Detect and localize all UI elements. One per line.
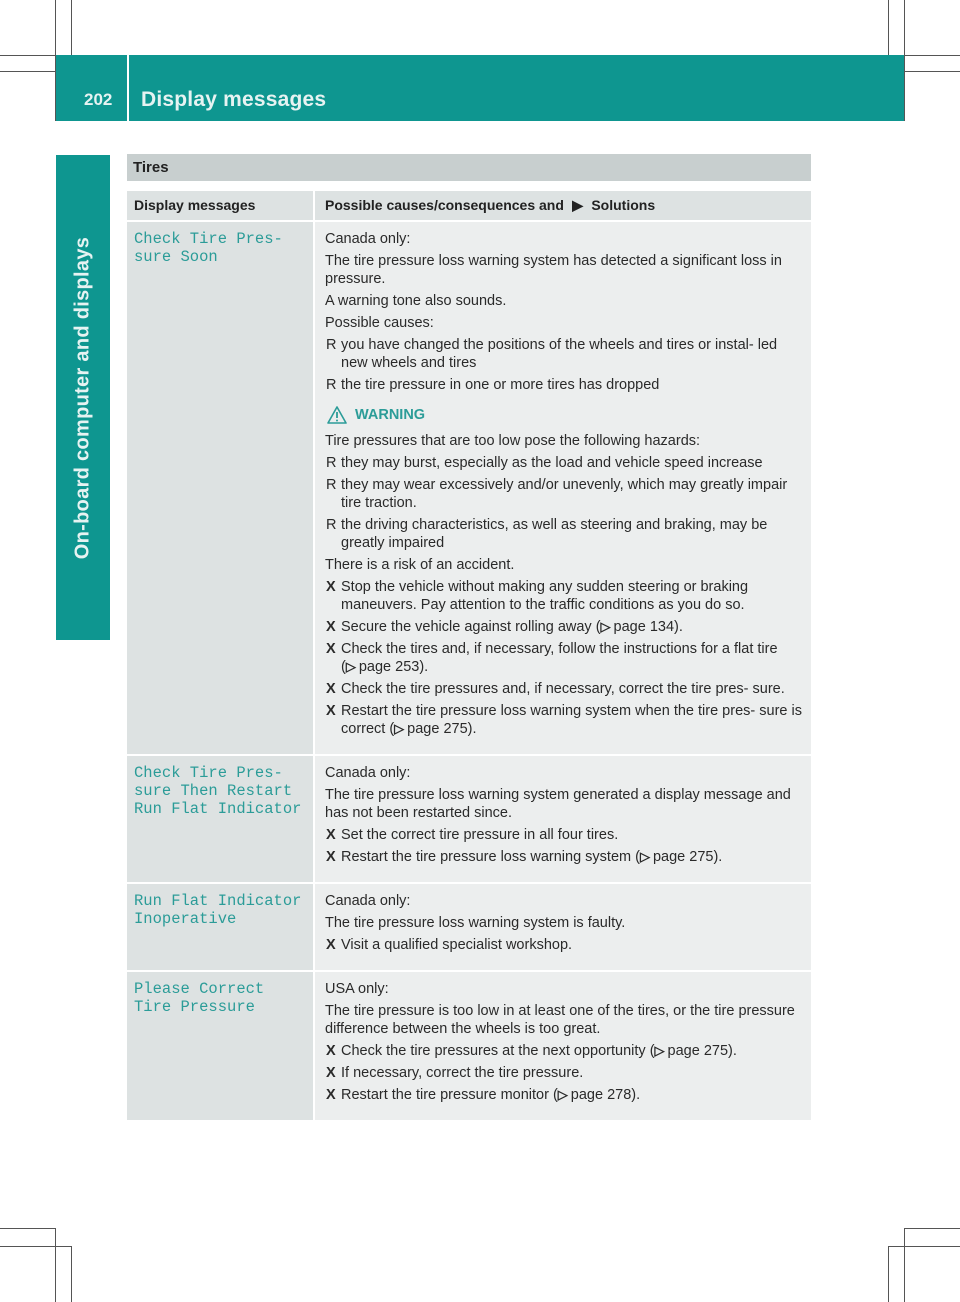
crop-mark (904, 55, 960, 56)
page-reference-icon: ▷ (345, 659, 356, 674)
page-number: 202 (84, 90, 113, 109)
item-text-body: Visit a qualified specialist workshop. (341, 937, 573, 953)
paragraph: The tire pressure is too low in at least one of the tires, or the tire pressure difference between the wheels is too great. (325, 1003, 795, 1037)
section-bar (127, 154, 811, 181)
item-text (341, 618, 804, 636)
column-header-causes (313, 191, 811, 220)
message-cell (127, 756, 313, 882)
step-arrow-icon: X (326, 579, 336, 595)
item-text-body: Stop the vehicle without making any sudden steering or braking maneuvers. Pay attention to the traffic conditions as you do so. (341, 579, 749, 613)
display-message-text: Please Correct Tire Pressure (134, 980, 265, 1016)
instruction-step (325, 1086, 804, 1104)
column-header-messages (127, 191, 313, 220)
instruction-step (325, 578, 804, 614)
chapter-label: On-board computer and displays (71, 236, 94, 560)
crop-mark (904, 1228, 960, 1229)
header-divider (127, 55, 129, 121)
instruction-step (325, 1042, 804, 1060)
page-reference-link[interactable]: page 275). (652, 849, 723, 865)
item-text (341, 454, 804, 472)
bullet-item (325, 454, 804, 472)
page-reference-icon: ▷ (654, 1043, 665, 1058)
step-arrow-icon: X (326, 1065, 336, 1081)
crop-mark (888, 1246, 960, 1247)
instruction-step (325, 640, 804, 676)
instruction-step (325, 848, 804, 866)
bullet-dot-icon: R (326, 517, 337, 533)
item-text-body: they may burst, especially as the load and vehicle speed increase (341, 455, 763, 471)
crop-mark (0, 1228, 56, 1229)
warning-heading (325, 406, 804, 424)
page-title: Display messages (141, 88, 327, 111)
bullet-dot-icon: R (326, 377, 337, 393)
display-message-text: Run Flat Indicator Inoperative (134, 892, 302, 928)
item-text-body: Check the tires and, if necessary, follow the instructions for a flat tire ( (341, 641, 778, 675)
paragraph: USA only: (325, 981, 389, 997)
item-text-body: Check the tire pressures at the next opportunity ( (341, 1043, 655, 1059)
paragraph: A warning tone also sounds. (325, 293, 507, 309)
paragraph: Possible causes: (325, 315, 434, 331)
item-text (341, 826, 804, 844)
instruction-step (325, 618, 804, 636)
item-text (341, 640, 804, 676)
step-arrow-icon: X (326, 1043, 336, 1059)
warning-triangle-icon (327, 406, 347, 424)
crop-mark (904, 0, 905, 121)
step-arrow-icon: X (326, 849, 336, 865)
messages-table (127, 191, 811, 1120)
bullet-dot-icon: R (326, 337, 337, 353)
paragraph: Canada only: (325, 765, 411, 781)
column-header-label: Possible causes/consequences and (325, 197, 564, 213)
item-text (341, 336, 804, 372)
item-text-body: the tire pressure in one or more tires has dropped (341, 377, 660, 393)
table-row (127, 220, 811, 754)
page-reference-icon: ▷ (600, 619, 611, 634)
page-reference-link[interactable]: page 275). (407, 721, 477, 737)
item-text (341, 476, 804, 512)
page-reference-link[interactable]: page 278). (570, 1087, 641, 1103)
item-text-body: Secure the vehicle against rolling away ( (341, 619, 601, 635)
instruction-step (325, 826, 804, 844)
item-text-body: Restart the tire pressure monitor ( (341, 1087, 558, 1103)
page-reference-link[interactable]: page 253). (358, 659, 429, 675)
column-header-label: Solutions (591, 197, 656, 213)
crop-mark (0, 55, 56, 56)
bullet-item (325, 376, 804, 394)
item-text (341, 516, 804, 552)
table-row (127, 882, 811, 970)
solution-cell (313, 756, 811, 882)
item-text (341, 578, 804, 614)
paragraph: The tire pressure loss warning system is faulty. (325, 915, 626, 931)
table-header-row (127, 191, 811, 220)
item-text (341, 936, 804, 954)
table-row (127, 970, 811, 1120)
item-text-body: Set the correct tire pressure in all four tires. (341, 827, 619, 843)
crop-mark (0, 1246, 71, 1247)
display-message-text: Check Tire Pres‐ sure Soon (134, 230, 283, 266)
bullet-item (325, 516, 804, 552)
crop-mark (888, 1246, 889, 1302)
bullet-item (325, 476, 804, 512)
paragraph: Tire pressures that are too low pose the following hazards: (325, 433, 701, 449)
page-reference-icon: ▷ (557, 1087, 568, 1102)
solution-cell (313, 222, 811, 754)
paragraph: The tire pressure loss warning system generated a display message and has not been restarted since. (325, 787, 791, 821)
step-arrow-icon: X (326, 619, 336, 635)
column-header-label: Display messages (134, 197, 256, 213)
step-arrow-icon: X (326, 937, 336, 953)
paragraph: Canada only: (325, 231, 411, 247)
step-arrow-icon: X (326, 1087, 336, 1103)
page-reference-icon: ▷ (639, 849, 650, 864)
display-message-text: Check Tire Pres‐ sure Then Restart Run Flat Indicator (134, 764, 302, 818)
bullet-item (325, 336, 804, 372)
item-text (341, 1086, 804, 1104)
section-title: Tires (133, 159, 169, 176)
item-text-body: they may wear excessively and/or unevenly, which may greatly impair tire traction. (341, 477, 788, 511)
crop-mark (904, 1228, 905, 1302)
page-reference-icon: ▷ (394, 721, 405, 736)
solution-cell (313, 972, 811, 1120)
instruction-step (325, 680, 804, 698)
item-text-body: Restart the tire pressure loss warning system when the tire pres‐ sure is correct ( (341, 703, 802, 737)
crop-mark (71, 1246, 72, 1302)
solution-cell (313, 884, 811, 970)
step-arrow-icon: X (326, 641, 336, 657)
item-text-body: Check the tire pressures and, if necessary, correct the tire pres‐ sure. (341, 681, 785, 697)
item-text-body: you have changed the positions of the wheels and tires or instal‐ led new wheels and tires (341, 337, 778, 371)
instruction-step (325, 1064, 804, 1082)
step-arrow-icon: X (326, 827, 336, 843)
page-reference-link[interactable]: page 134). (613, 619, 683, 635)
bullet-dot-icon: R (326, 455, 337, 471)
table-body (127, 220, 811, 1120)
step-arrow-icon: X (326, 703, 336, 719)
paragraph: Canada only: (325, 893, 411, 909)
message-cell (127, 884, 313, 970)
page-reference-link[interactable]: page 275). (667, 1043, 737, 1059)
paragraph: The tire pressure loss warning system has detected a significant loss in pressure. (325, 253, 782, 287)
crop-mark (55, 1228, 56, 1302)
item-text-body: Restart the tire pressure loss warning system ( (341, 849, 640, 865)
warning-label: WARNING (355, 407, 426, 423)
step-arrow-icon: X (326, 681, 336, 697)
play-arrow-icon: ▶ (568, 197, 587, 213)
item-text (341, 848, 804, 866)
instruction-step (325, 702, 804, 738)
item-text-body: the driving characteristics, as well as steering and braking, may be greatly impaired (341, 517, 768, 551)
bullet-dot-icon: R (326, 477, 337, 493)
item-text-body: If necessary, correct the tire pressure. (341, 1065, 584, 1081)
paragraph: There is a risk of an accident. (325, 557, 515, 573)
item-text (341, 702, 804, 738)
message-cell (127, 972, 313, 1120)
item-text (341, 1042, 804, 1060)
item-text (341, 1064, 804, 1082)
message-cell (127, 222, 313, 754)
item-text (341, 680, 804, 698)
item-text (341, 376, 804, 394)
table-row (127, 754, 811, 882)
instruction-step (325, 936, 804, 954)
